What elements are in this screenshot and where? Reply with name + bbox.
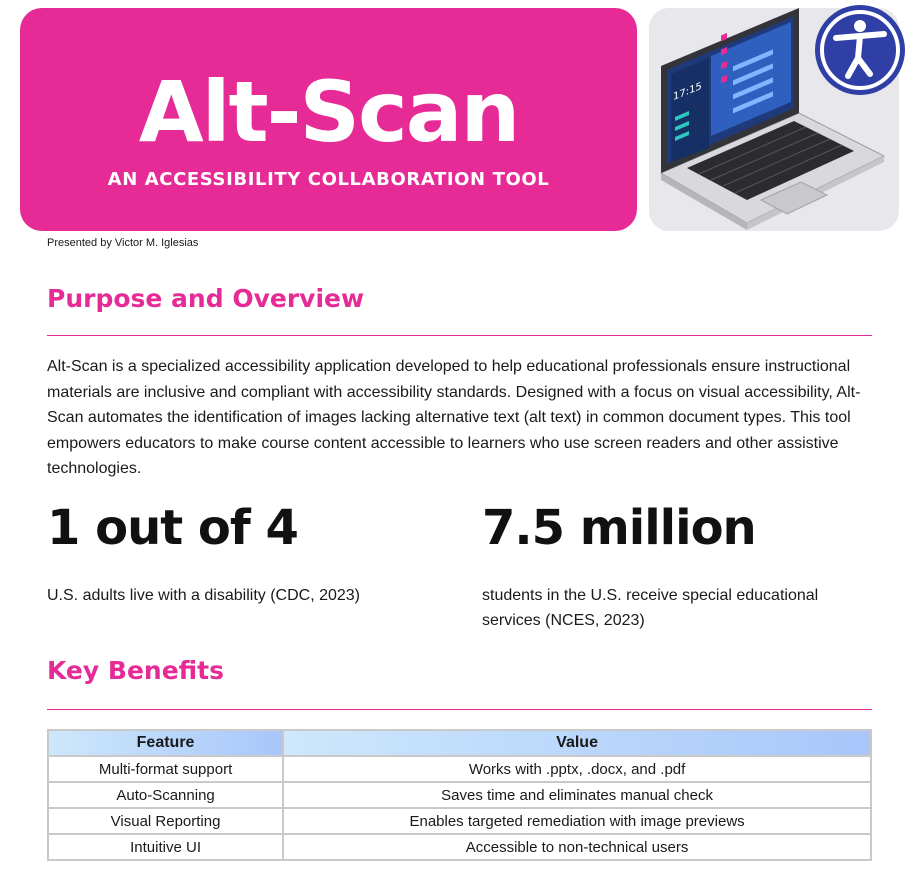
stat-caption-adults: U.S. adults live with a disability (CDC, 2023) [47,587,361,604]
title-banner [20,8,637,231]
column-header-value: Value [284,731,870,755]
feature-cell: Intuitive UI [49,835,282,859]
accessibility-person-icon [812,2,908,98]
feature-cell: Visual Reporting [49,809,282,833]
table-row [49,809,870,833]
value-cell: Enables targeted remediation with image previews [284,809,870,833]
table-row [49,783,870,807]
value-cell: Saves time and eliminates manual check [284,783,870,807]
purpose-divider [47,335,872,336]
value-cell: Works with .pptx, .docx, and .pdf [284,757,870,781]
purpose-paragraph: Alt-Scan is a specialized accessibility application developed to help educational professionals ensure instructional materials are inclusive and compliant with accessibility standards. Designed with a focus on visual accessibility, Alt-Scan automates the identification of images lacking alternative text (alt text) in common document types. This tool empowers educators to make course content accessible to learners who use screen readers and other assistive technologies. [47,358,861,477]
stat-value-adults: 1 out of 4 [47,500,298,556]
table-row [49,835,870,859]
value-cell: Accessible to non-technical users [284,835,870,859]
table-row [49,757,870,781]
stat-value-students: 7.5 million [482,500,756,556]
banner-subtitle: AN ACCESSIBILITY COLLABORATION TOOL [107,169,550,190]
benefits-heading: Key Benefits [47,656,225,685]
stat-caption-students: students in the U.S. receive special educational services (NCES, 2023) [482,587,819,629]
presenter-credit: Presented by Victor M. Iglesias [47,237,199,249]
banner-title: Alt-Scan [138,63,519,161]
benefits-divider [47,709,872,710]
purpose-heading: Purpose and Overview [47,284,365,313]
column-header-feature: Feature [49,731,282,755]
benefits-table [47,729,872,861]
feature-cell: Auto-Scanning [49,783,282,807]
feature-cell: Multi-format support [49,757,282,781]
table-header-row [49,731,870,755]
clock-time: 17:15 [673,80,702,104]
